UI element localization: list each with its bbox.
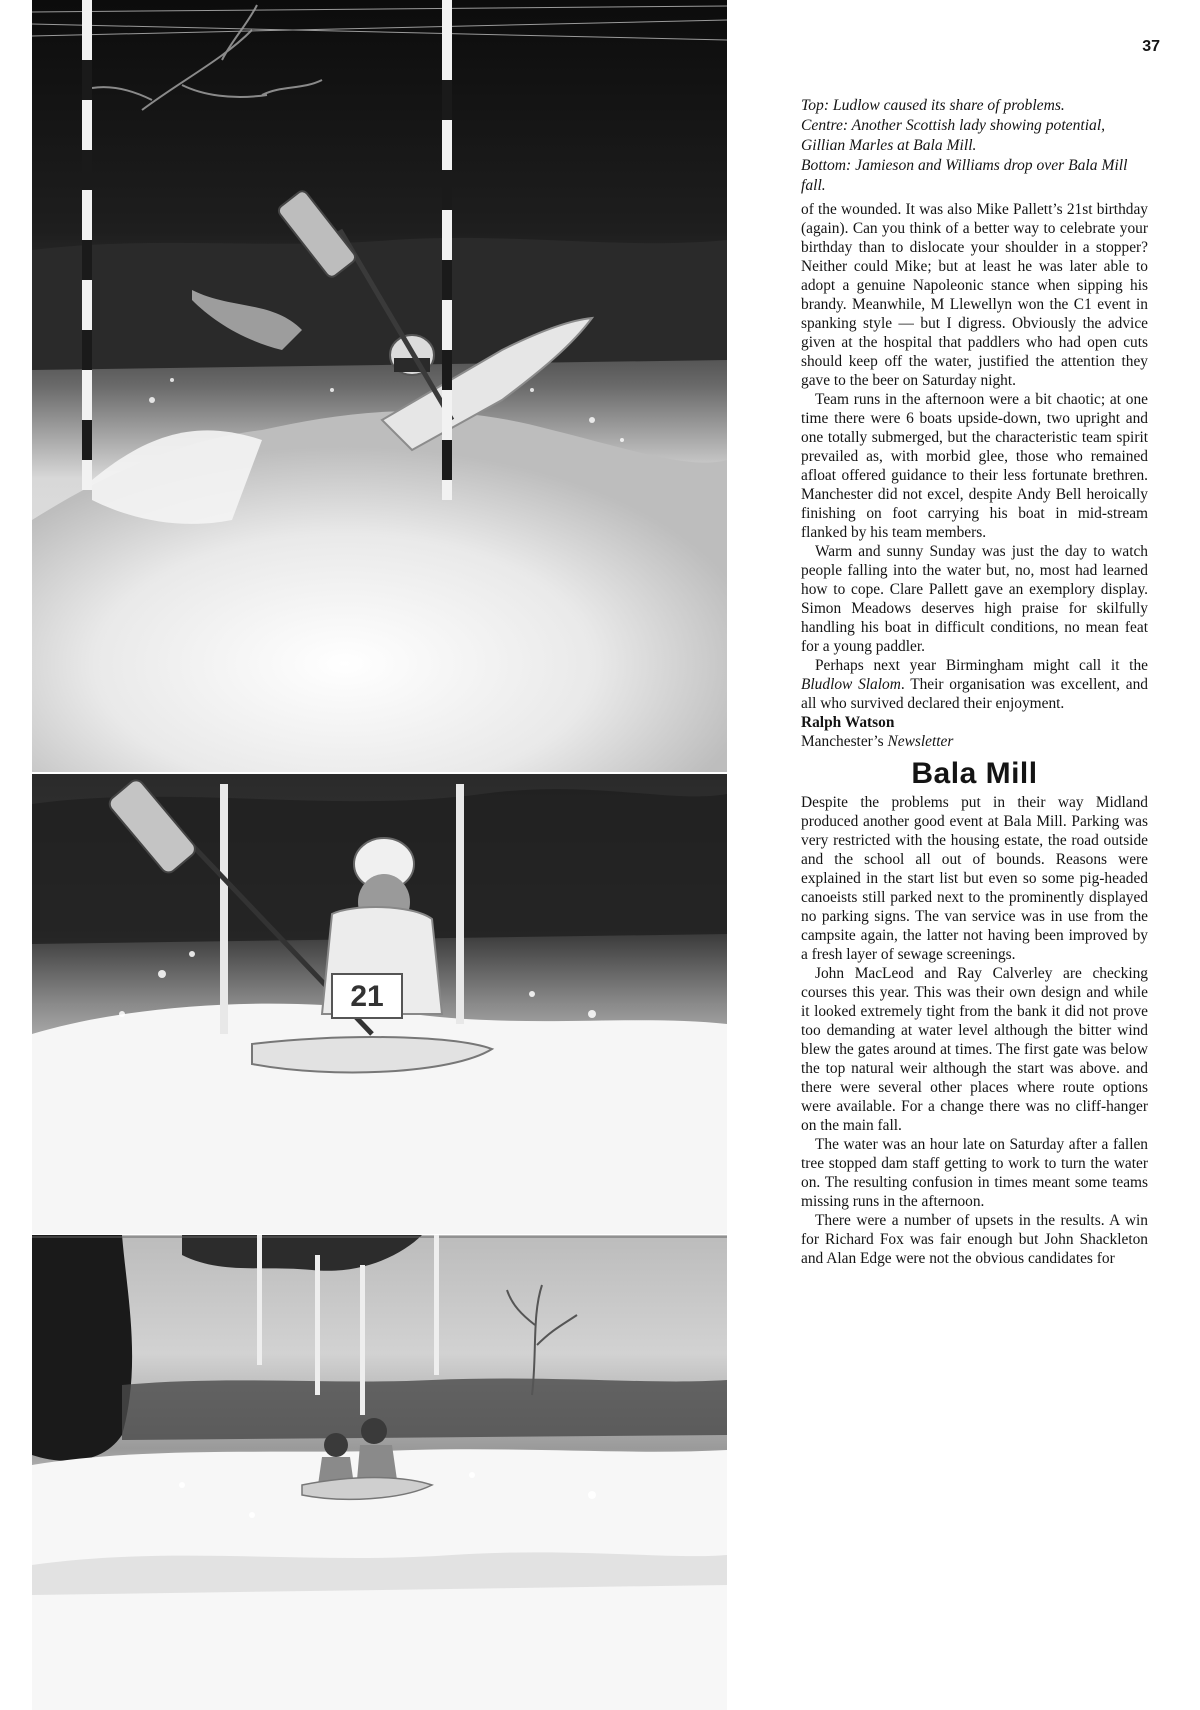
caption-centre-label: Centre: bbox=[801, 117, 849, 134]
caption-centre bbox=[801, 116, 1148, 156]
article1-author: Ralph Watson bbox=[801, 714, 895, 731]
photo-bottom-jamieson-williams bbox=[32, 1235, 727, 1710]
article1-paragraph-2: Team runs in the afternoon were a bit chaotic; at one time there were 6 boats upside-down, two upright and one totally submerged, but the characteristic team spirit prevailed as, with morbid glee, those who remained afloat offered guidance to their less fortunate brethren. Manchester did not excel, despite Andy Bell heroically finishing on foot carrying his boat in mid-stream flanked by his team members. bbox=[801, 391, 1148, 541]
caption-bottom bbox=[801, 156, 1148, 196]
page-number: 37 bbox=[1142, 38, 1160, 55]
article1-p4-emphasis: Bludlow Slalom bbox=[801, 676, 901, 693]
gate-pole-left bbox=[220, 784, 228, 1034]
photo-column bbox=[32, 0, 727, 1710]
article1-source bbox=[801, 732, 1148, 751]
photo-caption bbox=[801, 96, 1148, 196]
race-bib-number: 21 bbox=[350, 980, 384, 1013]
caption-bottom-label: Bottom: bbox=[801, 157, 852, 174]
article1-paragraph-4 bbox=[801, 656, 1148, 713]
gate-pole-right bbox=[456, 784, 464, 1024]
article1-source-emphasis: Newsletter bbox=[887, 733, 954, 750]
photo-centre-image bbox=[32, 774, 727, 1234]
article1-source-prefix: Manchester’s bbox=[801, 733, 888, 750]
photo-top-ludlow-paddler bbox=[32, 0, 727, 772]
article1-paragraph-3: Warm and sunny Sunday was just the day to watch people falling into the water but, no, most had learned how to cope. Clare Pallett gave an exemplory display. Simon Meadows deserves high praise for skilfully handling his boat in difficult conditions, no mean feat for a young paddler. bbox=[801, 543, 1148, 655]
photo-bottom-image bbox=[32, 1235, 727, 1710]
photo-top-image bbox=[32, 0, 727, 772]
article1-p4-before: Perhaps next year Birmingham might call it the bbox=[815, 657, 1148, 674]
caption-top-text: Ludlow caused its share of problems. bbox=[829, 97, 1065, 114]
caption-top bbox=[801, 96, 1148, 116]
caption-centre-text: Another Scottish lady showing potential, Gillian Marles at Bala Mill. bbox=[801, 117, 1106, 154]
article1-p4-after: . Their organisation was excellent, and all who survived declared their enjoyment. bbox=[801, 676, 1148, 712]
caption-bottom-text: Jamieson and Williams drop over Bala Mill fall. bbox=[801, 157, 1128, 194]
article2-paragraph-3: The water was an hour late on Saturday after a fallen tree stopped dam staff getting to work to turn the water on. The resulting confusion in times meant some teams missing runs in the afternoon. bbox=[801, 1136, 1148, 1210]
section-title-bala-mill: Bala Mill bbox=[911, 757, 1038, 790]
photo-centre-gillian-marles bbox=[32, 774, 727, 1234]
article1-paragraph-1: of the wounded. It was also Mike Pallett’s 21st birthday (again). Can you think of a better way to celebrate your birthday than to dislocate your shoulder in a stopper? Neither could Mike; but at least he was later able to adopt a genuine Napoleonic stance when sipping his brandy. Meanwhile, M Llewellyn won the C1 event in spanking style — but I digress. Obviously the advice given at the hospital that paddlers who had open cuts should keep off the water, justified the attention they gave to the beer on Saturday night. bbox=[801, 201, 1148, 389]
text-column bbox=[801, 96, 1148, 1268]
article2-paragraph-1: Despite the problems put in their way Midland produced another good event at Bala Mill. Parking was very restricted with the housing estate, the road outside and the school all out of bounds. Reasons were explained in the start list but even so some pig-headed canoeists still parked next to the prominently displayed no parking signs. The van service was in use from the campsite again, the latter not having been improved by a fresh layer of sewage screenings. bbox=[801, 794, 1148, 963]
caption-top-label: Top: bbox=[801, 97, 830, 114]
article2-paragraph-4: There were a number of upsets in the results. A win for Richard Fox was fair enough but John Shackleton and Alan Edge were not the obvious candidates for bbox=[801, 1212, 1148, 1267]
article2-paragraph-2: John MacLeod and Ray Calverley are checking courses this year. This was their own design and while it looked extremely tight from the bank it did not prove too demanding at water level although the bitter wind blew the gates around at times. The first gate was below the top natural weir although the start was above. and there were several other places where route options were available. For a change there was no cliff-hanger on the main fall. bbox=[801, 965, 1148, 1134]
